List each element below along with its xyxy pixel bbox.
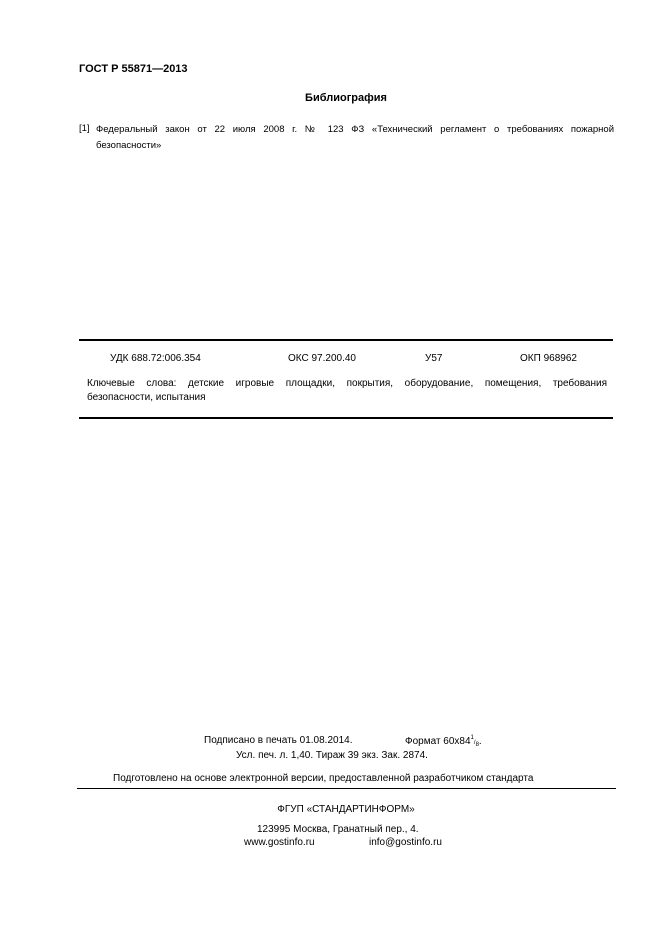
publisher-name: ФГУП «СТАНДАРТИНФОРМ» — [277, 804, 415, 815]
reference-text-line2: безопасности» — [96, 140, 162, 151]
footer-rule — [77, 788, 616, 789]
publisher-email-link[interactable]: info@gostinfo.ru — [369, 837, 442, 848]
keywords — [87, 377, 607, 405]
reference-number: [1] — [79, 123, 90, 134]
publisher-address: 123995 Москва, Гранатный пер., 4. — [257, 824, 419, 835]
print-format — [405, 735, 482, 748]
publisher-website-link[interactable]: www.gostinfo.ru — [244, 837, 315, 848]
format-denominator: 8 — [475, 742, 479, 748]
oks-code: ОКС 97.200.40 — [288, 353, 356, 364]
udk-code: УДК 688.72:006.354 — [110, 353, 201, 364]
keywords-line1: Ключевые слова: детские игровые площадки, покрытия, оборудование, помещения, требования — [87, 378, 607, 389]
reference-text — [96, 122, 614, 154]
classification-top-rule — [79, 339, 613, 341]
reference-text-line1: Федеральный закон от 22 июля 2008 г. № 123 ФЗ «Технический регламент о требованиях пожарной — [96, 124, 614, 135]
standard-number: ГОСТ Р 55871—2013 — [79, 63, 188, 75]
bibliography-title: Библиография — [305, 92, 387, 104]
keywords-line2: безопасности, испытания — [87, 392, 206, 403]
signed-for-print: Подписано в печать 01.08.2014. — [204, 735, 353, 746]
classification-bottom-rule — [79, 417, 613, 419]
okp-code: ОКП 968962 — [520, 353, 577, 364]
category-code: У57 — [425, 353, 443, 364]
format-numerator: 1 — [470, 735, 474, 741]
format-suffix: . — [478, 736, 482, 747]
prepared-note: Подготовлено на основе электронной версии, предоставленной разработчиком стандарта — [113, 773, 534, 784]
print-details: Усл. печ. л. 1,40. Тираж 39 экз. Зак. 2874. — [236, 750, 428, 761]
format-fraction: $^1/_8$ — [470, 735, 479, 748]
format-prefix: Формат 60х84 — [405, 736, 471, 747]
